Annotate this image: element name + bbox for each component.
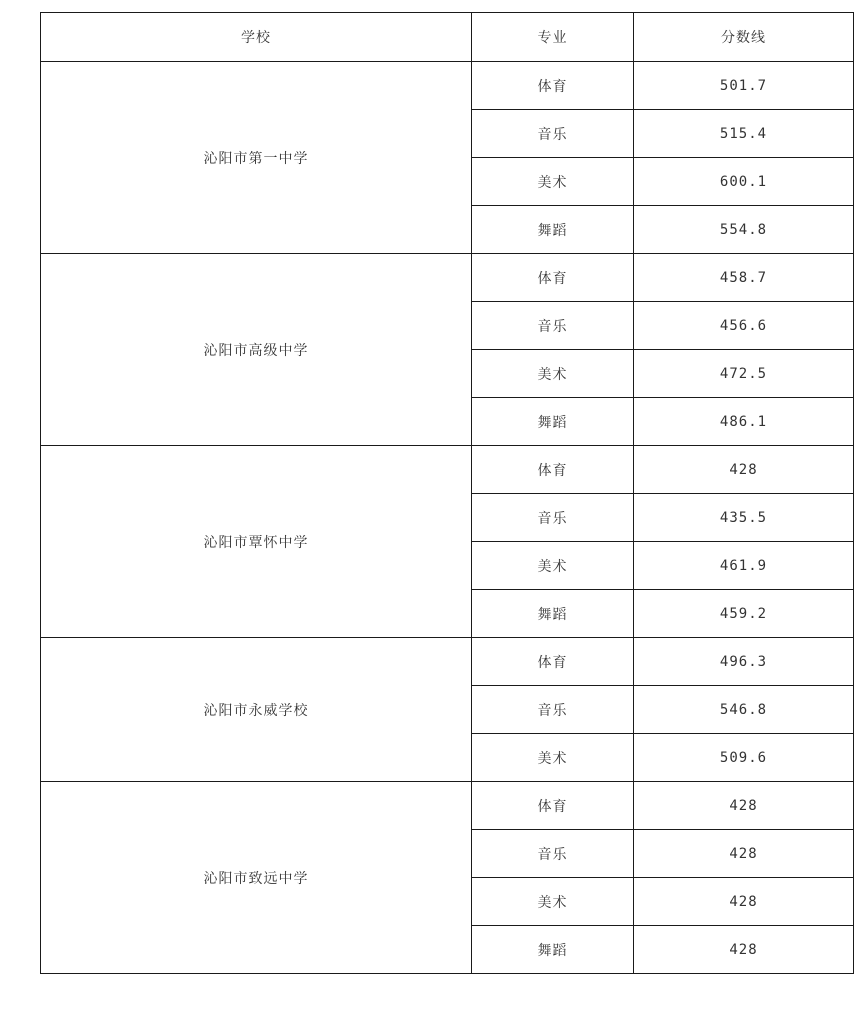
major-cell: 舞蹈 bbox=[472, 926, 634, 974]
major-cell: 美术 bbox=[472, 542, 634, 590]
score-cell: 496.3 bbox=[634, 638, 854, 686]
table-row bbox=[41, 254, 854, 302]
score-cell: 600.1 bbox=[634, 158, 854, 206]
major-cell: 美术 bbox=[472, 158, 634, 206]
score-cell: 428 bbox=[634, 782, 854, 830]
major-cell: 美术 bbox=[472, 350, 634, 398]
score-cell: 459.2 bbox=[634, 590, 854, 638]
major-cell: 音乐 bbox=[472, 686, 634, 734]
score-cell: 428 bbox=[634, 830, 854, 878]
score-cell: 428 bbox=[634, 926, 854, 974]
score-cell: 509.6 bbox=[634, 734, 854, 782]
table-row bbox=[41, 62, 854, 110]
header-major: 专业 bbox=[472, 13, 634, 62]
major-cell: 音乐 bbox=[472, 110, 634, 158]
major-cell: 音乐 bbox=[472, 494, 634, 542]
score-cell: 456.6 bbox=[634, 302, 854, 350]
major-cell: 舞蹈 bbox=[472, 398, 634, 446]
score-cell: 428 bbox=[634, 446, 854, 494]
score-cell: 515.4 bbox=[634, 110, 854, 158]
table-body bbox=[41, 62, 854, 974]
school-name-cell: 沁阳市永威学校 bbox=[41, 638, 472, 782]
major-cell: 体育 bbox=[472, 782, 634, 830]
score-cell: 428 bbox=[634, 878, 854, 926]
school-name-cell: 沁阳市第一中学 bbox=[41, 62, 472, 254]
table-header-row bbox=[41, 13, 854, 62]
score-cell: 546.8 bbox=[634, 686, 854, 734]
major-cell: 舞蹈 bbox=[472, 590, 634, 638]
table-row bbox=[41, 638, 854, 686]
score-cell: 472.5 bbox=[634, 350, 854, 398]
score-cell: 435.5 bbox=[634, 494, 854, 542]
score-cell: 554.8 bbox=[634, 206, 854, 254]
major-cell: 舞蹈 bbox=[472, 206, 634, 254]
school-name-cell: 沁阳市覃怀中学 bbox=[41, 446, 472, 638]
table-row bbox=[41, 446, 854, 494]
major-cell: 体育 bbox=[472, 638, 634, 686]
header-score: 分数线 bbox=[634, 13, 854, 62]
major-cell: 体育 bbox=[472, 446, 634, 494]
school-name-cell: 沁阳市高级中学 bbox=[41, 254, 472, 446]
score-cell: 458.7 bbox=[634, 254, 854, 302]
major-cell: 美术 bbox=[472, 734, 634, 782]
major-cell: 体育 bbox=[472, 254, 634, 302]
header-school: 学校 bbox=[41, 13, 472, 62]
major-cell: 体育 bbox=[472, 62, 634, 110]
table-row bbox=[41, 782, 854, 830]
score-table bbox=[40, 12, 854, 974]
major-cell: 音乐 bbox=[472, 830, 634, 878]
major-cell: 音乐 bbox=[472, 302, 634, 350]
score-cell: 486.1 bbox=[634, 398, 854, 446]
major-cell: 美术 bbox=[472, 878, 634, 926]
score-cell: 501.7 bbox=[634, 62, 854, 110]
school-name-cell: 沁阳市致远中学 bbox=[41, 782, 472, 974]
score-cell: 461.9 bbox=[634, 542, 854, 590]
